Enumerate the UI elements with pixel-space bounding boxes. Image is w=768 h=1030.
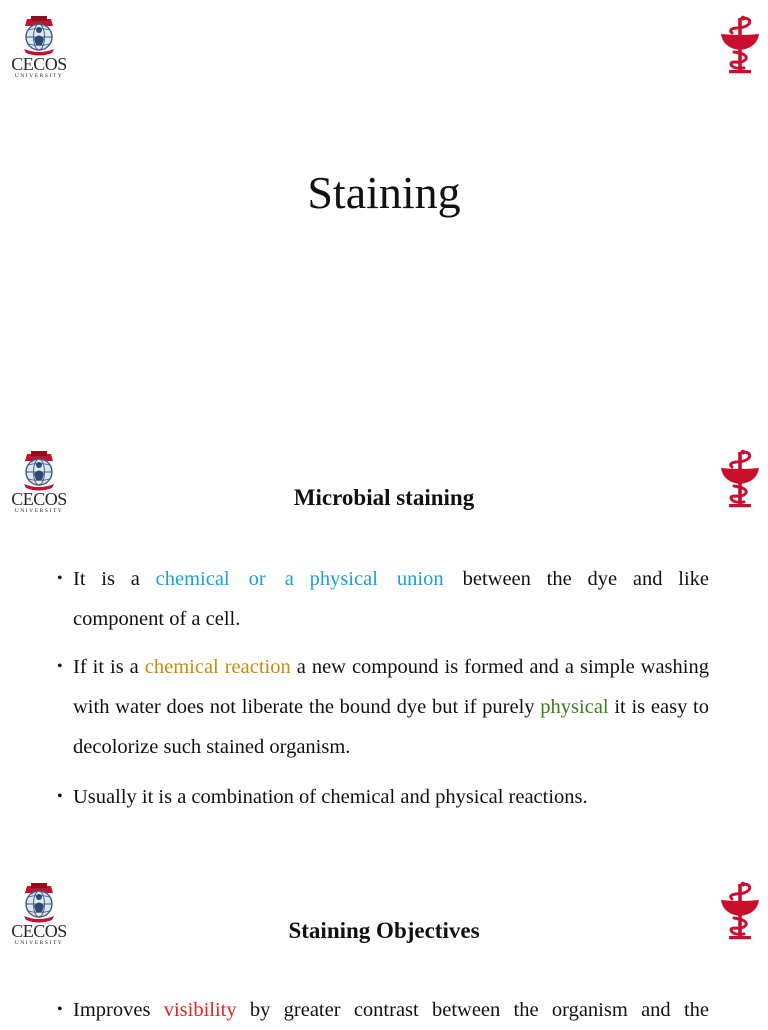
slide-microbial-staining [0, 448, 768, 848]
highlight-union: union [396, 568, 444, 590]
bullet-combination [73, 777, 709, 817]
logo-name: CECOS [11, 921, 67, 941]
slide-heading: Microbial staining [293, 485, 475, 510]
university-crest-icon [8, 882, 70, 924]
university-crest-icon [8, 15, 70, 57]
logo-subtitle: UNIVERSITY [14, 508, 64, 514]
slide-title [0, 0, 768, 420]
slide-title-text: Staining [307, 167, 461, 218]
highlight-physical: physical [540, 696, 609, 718]
bullet-text: a new compound is formed and a simple washing with water does not liberate the bound dye but if purely [73, 656, 709, 718]
bullet-text: Usually it is a combination of chemical and physical reactions. [73, 786, 588, 808]
cecos-university-logo [8, 15, 70, 77]
bullet-text: by greater contrast between the organism and the [236, 999, 709, 1021]
bullet-visibility [73, 990, 709, 1030]
highlight-chemical-reaction: chemical reaction [144, 656, 291, 678]
bullet-text: If it is a [73, 656, 145, 678]
bullet-text: It is a [73, 568, 156, 590]
bullet-definition [73, 559, 709, 639]
bullet-text: it is easy to decolorize such stained organism. [73, 696, 710, 758]
logo-name: CECOS [11, 54, 67, 74]
slide-staining-objectives [0, 876, 768, 1024]
highlight-physical: a physical [284, 568, 378, 590]
logo-name: CECOS [11, 489, 67, 509]
highlight-visibility: visibility [163, 999, 237, 1021]
slide-heading: Staining Objectives [288, 918, 480, 943]
highlight-chemical: chemical [155, 568, 230, 590]
bullet-text: Improves [73, 999, 164, 1021]
logo-subtitle: UNIVERSITY [14, 73, 64, 79]
highlight-or: or [248, 568, 266, 590]
bullet-text: between the dye and like component of a cell. [73, 568, 710, 630]
rod-of-asclepius-icon [712, 14, 768, 76]
logo-subtitle: UNIVERSITY [14, 940, 64, 946]
bullet-chemical-reaction [73, 647, 709, 767]
